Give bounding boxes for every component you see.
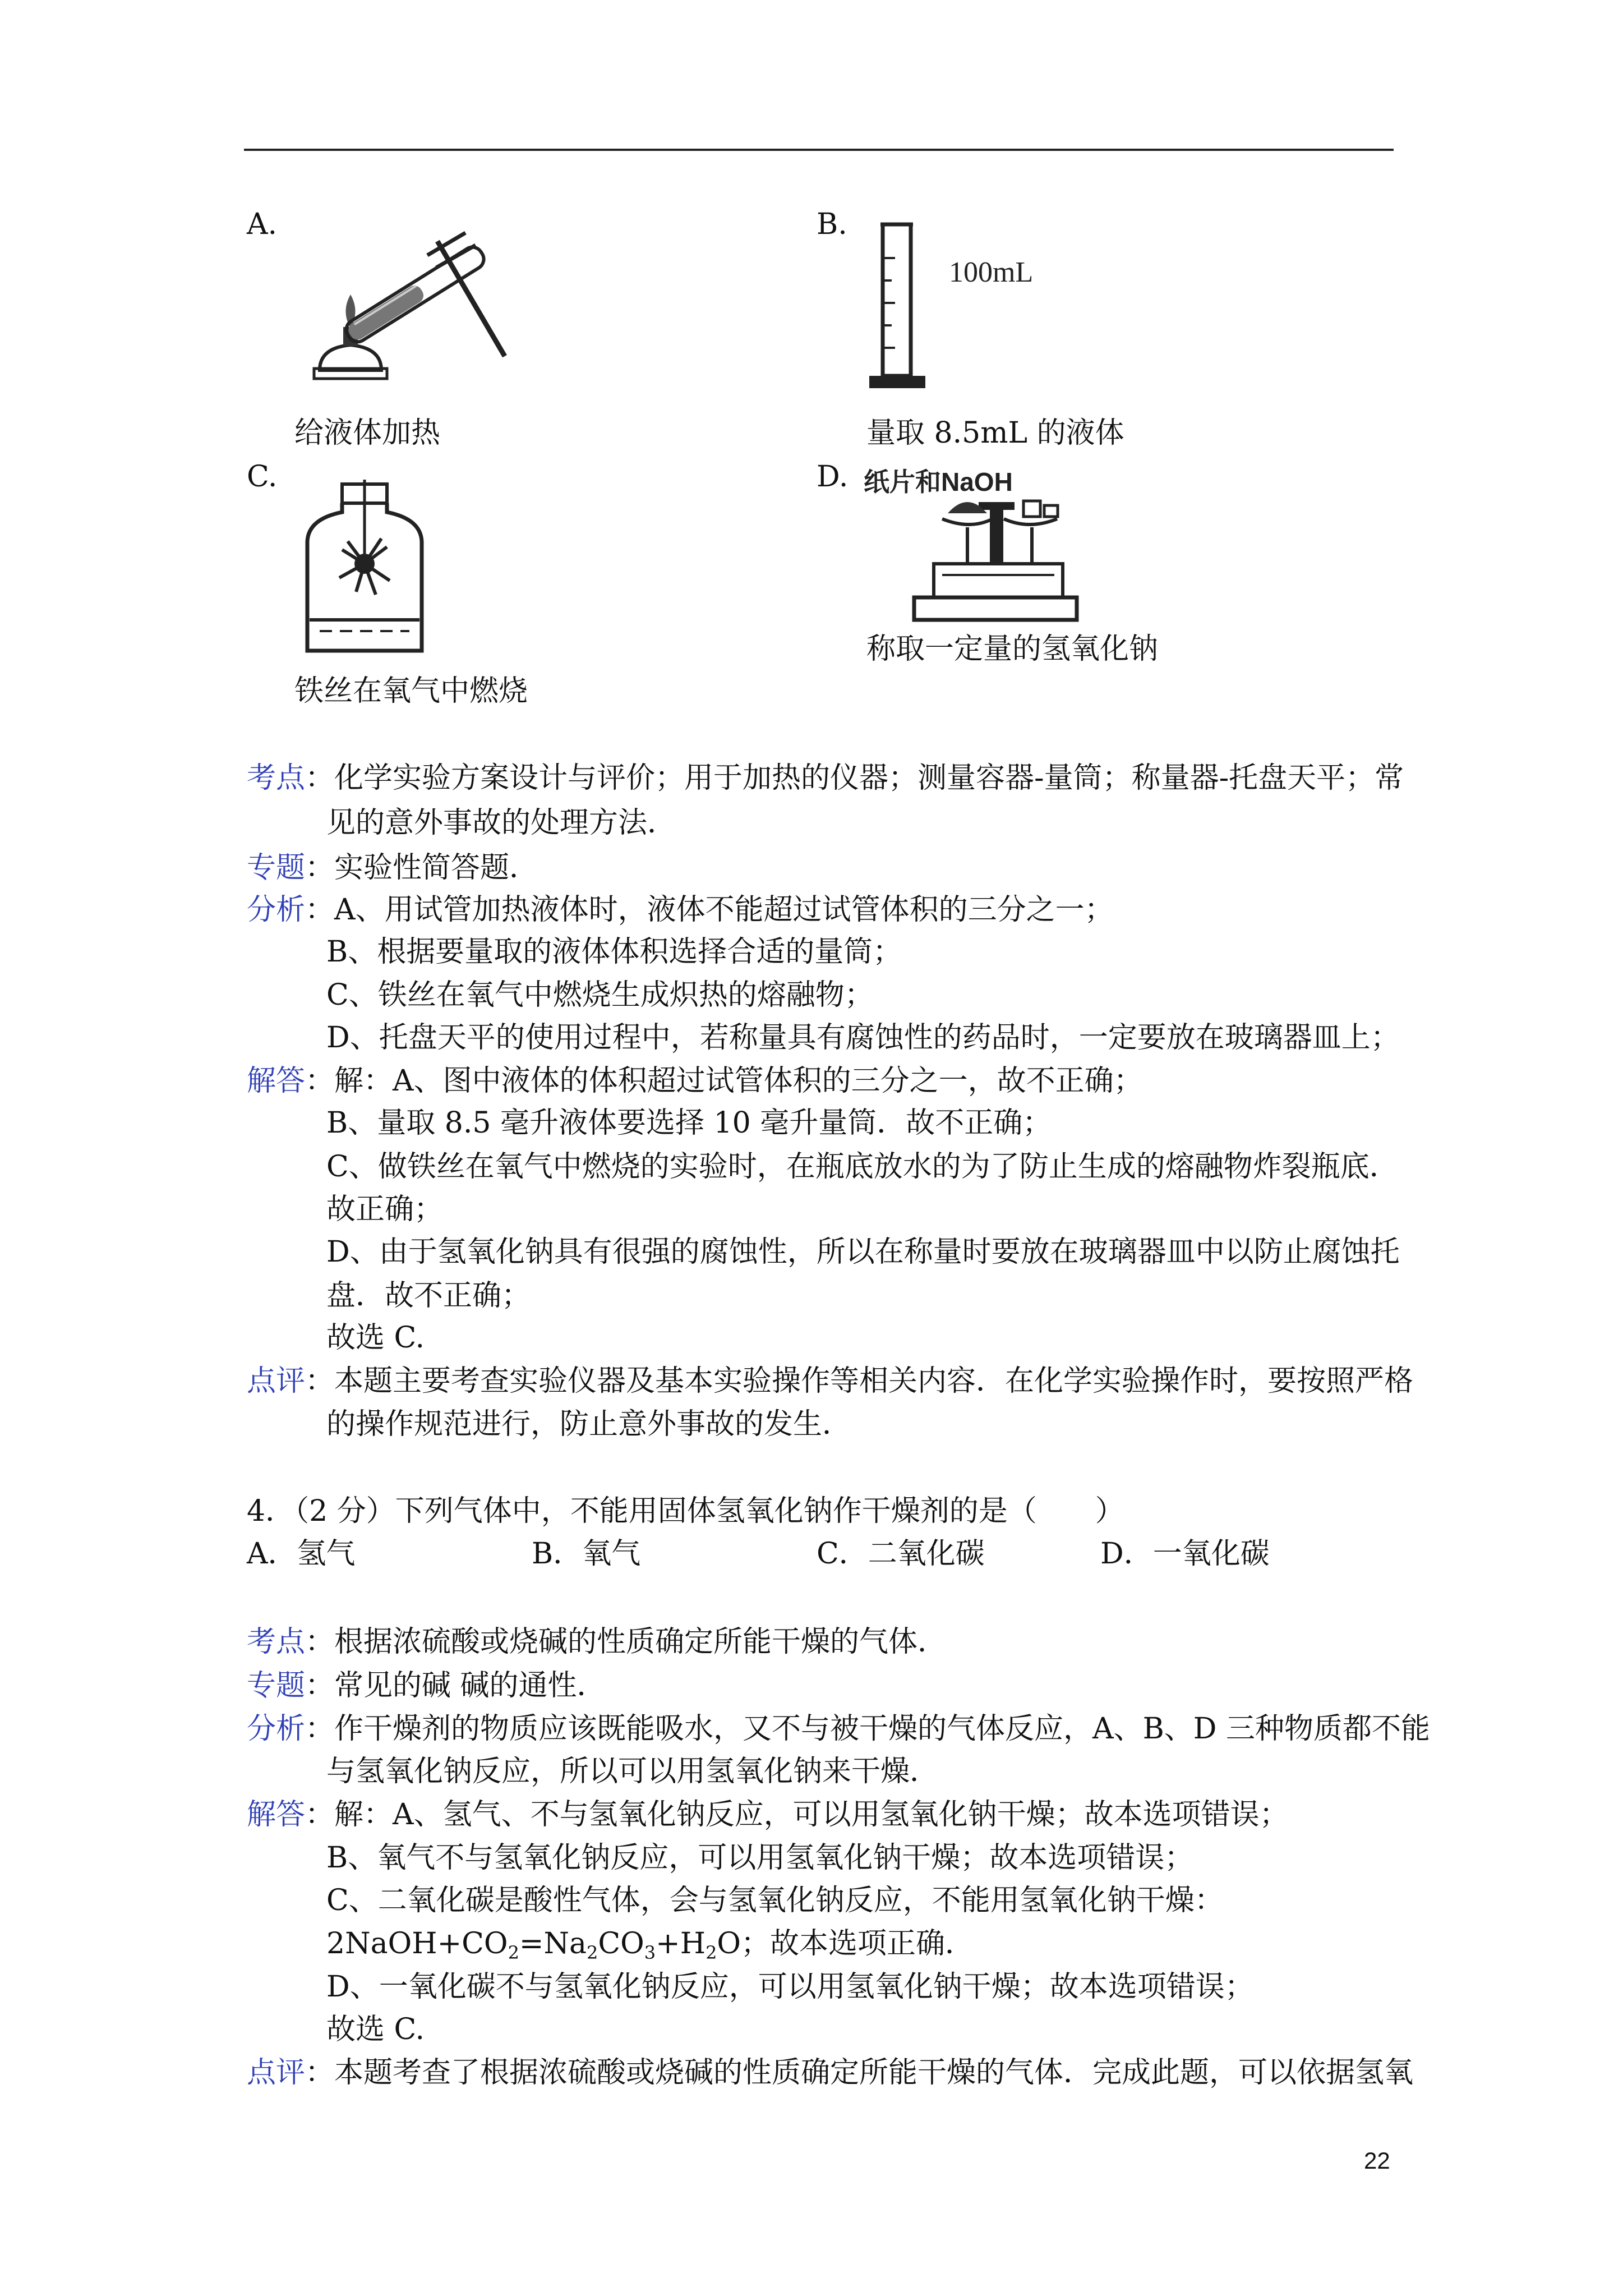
label-dianping: 点评	[247, 1364, 306, 1398]
option-b-letter: B.	[817, 208, 847, 241]
iron-wire-burning-figure	[303, 480, 426, 659]
q3-jieda-line2: B、量取 8.5 毫升液体要选择 10 毫升量筒．故不正确；	[326, 1106, 1052, 1140]
header-rule	[244, 149, 1394, 151]
label-kaodian: 考点	[247, 761, 306, 795]
q4-equation: $2NaOH+CO_2=Na_2CO_3+H_2O$；故本选项正确．	[326, 1927, 975, 1963]
q4-choice-a: A．氢气	[247, 1537, 356, 1571]
label-fenxi: 分析	[247, 1712, 306, 1746]
option-d-letter: D.	[817, 460, 849, 494]
q4-jieda: 解答：解：A、氢气、不与氢氧化钠反应，可以用氢氧化钠干燥；故本选项错误；	[247, 1798, 1289, 1832]
q4-jieda-line6: 故选 C.	[326, 2013, 425, 2046]
q4-choice-d: D．一氧化碳	[1100, 1537, 1270, 1571]
q3-jieda-line4: 故正确；	[326, 1193, 444, 1226]
q3-jieda-line6: 盘．故不正确；	[326, 1279, 531, 1313]
label-dianping: 点评	[247, 2056, 306, 2090]
label-zhuanti: 专题	[247, 851, 306, 885]
option-c-letter: C.	[247, 460, 278, 494]
label-zhuanti: 专题	[247, 1669, 306, 1703]
cylinder-label: 100mL	[949, 256, 1034, 288]
q3-dianping-line2: 的操作规范进行，防止意外事故的发生．	[326, 1407, 852, 1441]
q4-dianping: 点评：本题考查了根据浓硫酸或烧碱的性质确定所能干燥的气体．完成此题，可以依据氢氧	[247, 2056, 1414, 2090]
q3-zhuanti: 专题：实验性简答题．	[247, 851, 539, 885]
balance-scale-figure	[864, 457, 1110, 625]
q4-jieda-line3: C、二氧化碳是酸性气体，会与氢氧化钠反应，不能用氢氧化钠干燥：	[326, 1884, 1224, 1917]
page-number: 22	[1364, 2147, 1390, 2174]
q3-fenxi-line2: B、根据要量取的液体体积选择合适的量筒；	[326, 935, 902, 969]
q4-choice-b: B．氧气	[532, 1537, 641, 1571]
q4-fenxi-line2: 与氢氧化钠反应，所以可以用氢氧化钠来干燥．	[326, 1755, 939, 1788]
q4-zhuanti: 专题：常见的碱 碱的通性．	[247, 1669, 606, 1703]
q4-kaodian: 考点：根据浓硫酸或烧碱的性质确定所能干燥的气体．	[247, 1625, 947, 1659]
q3-jieda: 解答：解：A、图中液体的体积超过试管体积的三分之一，故不正确；	[247, 1064, 1143, 1098]
heating-liquid-figure	[297, 216, 522, 395]
option-a-letter: A.	[247, 208, 278, 241]
q3-kaodian: 考点：化学实验方案设计与评价；用于加热的仪器；测量容器-量筒；称量器-托盘天平；常	[247, 761, 1404, 795]
label-kaodian: 考点	[247, 1625, 306, 1659]
q3-fenxi-line4: D、托盘天平的使用过程中，若称量具有腐蚀性的药品时，一定要放在玻璃器皿上；	[326, 1021, 1400, 1055]
tray-label: 纸片和NaOH	[864, 467, 1013, 496]
label-jieda: 解答	[247, 1064, 306, 1098]
option-c-caption: 铁丝在氧气中燃烧	[294, 674, 528, 708]
label-fenxi: 分析	[247, 893, 306, 927]
q3-jieda-line7: 故选 C.	[326, 1321, 425, 1355]
q3-dianping: 点评：本题主要考查实验仪器及基本实验操作等相关内容．在化学实验操作时，要按照严格	[247, 1364, 1414, 1398]
q4-question: 4．（2 分）下列气体中，不能用固体氢氧化钠作干燥剂的是（ ）	[247, 1494, 1124, 1528]
q4-jieda-line2: B、氧气不与氢氧化钠反应，可以用氢氧化钠干燥；故本选项错误；	[326, 1841, 1194, 1875]
q4-choice-c: C．二氧化碳	[817, 1537, 985, 1571]
q3-fenxi: 分析：A、用试管加热液体时，液体不能超过试管体积的三分之一；	[247, 893, 1114, 927]
option-d-caption: 称取一定量的氢氧化钠	[866, 632, 1159, 666]
graduated-cylinder-figure	[864, 219, 1043, 398]
q3-fenxi-line3: C、铁丝在氧气中燃烧生成炽热的熔融物；	[326, 978, 874, 1012]
q3-kaodian-line2: 见的意外事故的处理方法．	[326, 806, 677, 840]
label-jieda: 解答	[247, 1798, 306, 1832]
q4-fenxi: 分析：作干燥剂的物质应该既能吸水，又不与被干燥的气体反应，A、B、D 三种物质都不能	[247, 1712, 1431, 1746]
q4-jieda-line5: D、一氧化碳不与氢氧化钠反应，可以用氢氧化钠干燥；故本选项错误；	[326, 1970, 1254, 2004]
option-b-caption: 量取 8.5mL 的液体	[866, 416, 1124, 450]
option-a-caption: 给液体加热	[294, 416, 441, 450]
q3-jieda-line5: D、由于氢氧化钠具有很强的腐蚀性，所以在称量时要放在玻璃器皿中以防止腐蚀托	[326, 1235, 1400, 1269]
q3-jieda-line3: C、做铁丝在氧气中燃烧的实验时，在瓶底放水的为了防止生成的熔融物炸裂瓶底．	[326, 1150, 1399, 1184]
